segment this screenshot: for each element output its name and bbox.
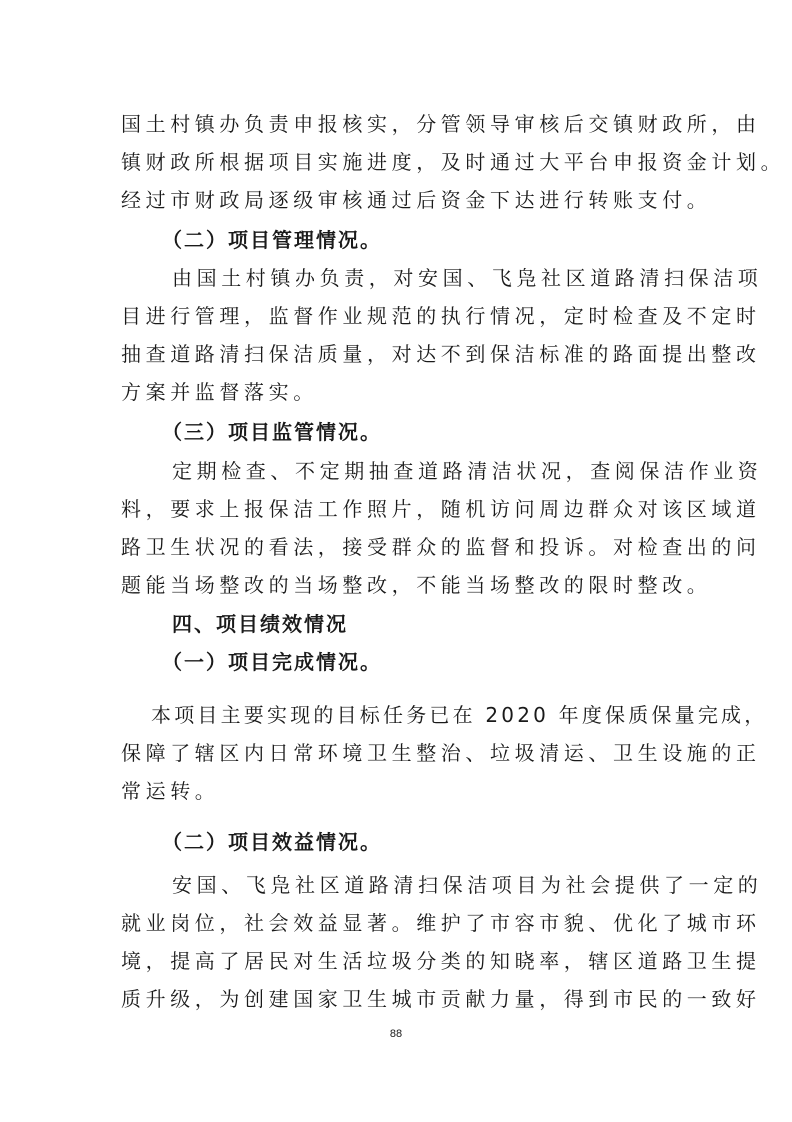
body-line: 就业岗位，社会效益显著。维护了市容市貌、优化了城市环 (121, 911, 761, 935)
body-line: 由国土村镇办负责，对安国、飞凫社区道路清扫保洁项 (172, 266, 763, 290)
body-line: 常运转。 (121, 779, 220, 803)
section-heading: （二）项目管理情况。 (162, 228, 382, 252)
body-line: 保障了辖区内日常环境卫生整治、垃圾清运、卫生设施的正 (121, 741, 761, 765)
chapter-heading: 四、项目绩效情况 (172, 612, 348, 636)
body-line: 境，提高了居民对生活垃圾分类的知晓率，辖区道路卫生提 (121, 949, 761, 973)
section-heading: （三）项目监管情况。 (162, 420, 382, 444)
body-line: 质升级，为创建国家卫生城市贡献力量，得到市民的一致好 (121, 987, 761, 1011)
body-line: 本项目主要实现的目标任务已在 2020 年度保质保量完成， (151, 703, 768, 727)
body-line: 方案并监督落实。 (121, 380, 318, 404)
body-line: 目进行管理，监督作业规范的执行情况，定时检查及不定时 (121, 304, 761, 328)
page-number: 88 (389, 1028, 403, 1040)
body-line: 定期检查、不定期抽查道路清洁状况，查阅保洁作业资 (172, 459, 763, 483)
body-line: 题能当场整改的当场整改，不能当场整改的限时整改。 (121, 573, 712, 597)
body-line: 国土村镇办负责申报核实，分管领导审核后交镇财政所，由 (121, 112, 761, 136)
body-line: 抽查道路清扫保洁质量，对达不到保洁标准的路面提出整改 (121, 342, 761, 366)
body-line: 料，要求上报保洁工作照片，随机访问周边群众对该区域道 (121, 497, 761, 521)
body-line: 经过市财政局逐级审核通过后资金下达进行转账支付。 (121, 188, 712, 212)
section-heading: （一）项目完成情况。 (162, 650, 382, 674)
body-line: 镇财政所根据项目实施进度，及时通过大平台申报资金计划。 (121, 150, 786, 174)
body-line: 路卫生状况的看法，接受群众的监督和投诉。对检查出的问 (121, 535, 761, 559)
body-line: 安国、飞凫社区道路清扫保洁项目为社会提供了一定的 (172, 873, 763, 897)
section-heading: （二）项目效益情况。 (162, 830, 382, 854)
